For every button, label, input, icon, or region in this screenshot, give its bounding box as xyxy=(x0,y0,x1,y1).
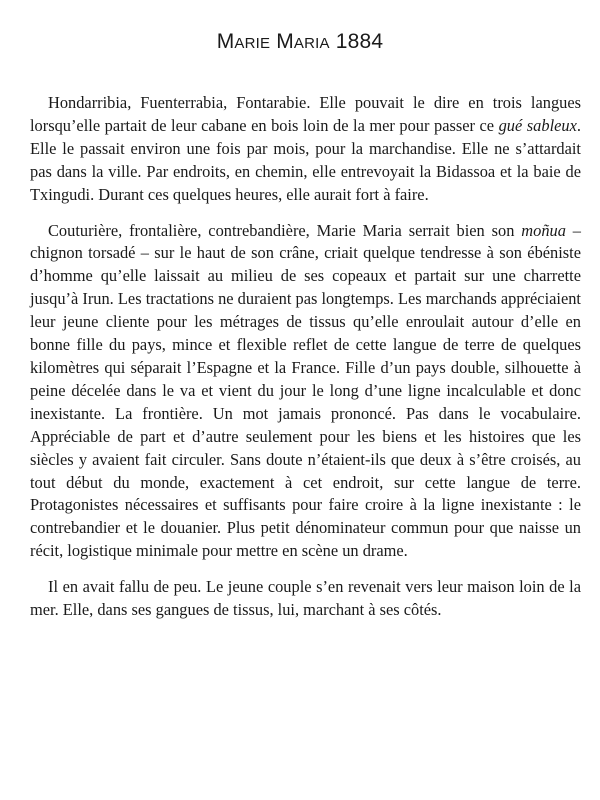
paragraph-1 xyxy=(30,92,581,207)
page-title: Marie Maria 1884 xyxy=(216,30,384,53)
paragraph-3 xyxy=(30,576,581,622)
text-run: . Elle le passait environ une fois par mois, pour la marchandise. Elle ne s’attardait pas dans la ville. Par endroits, en chemin, elle entrevoyait la Bidassoa et la baie de Txingudi. Durant ces quelques heures, elle aurait fort à faire. xyxy=(30,115,581,204)
paragraph-2 xyxy=(30,220,581,564)
italic-term: moñua xyxy=(521,220,566,240)
italic-term: gué sableux xyxy=(498,115,577,135)
text-run: – chignon torsadé – sur le haut de son crâne, criait quelque tendresse à son ébéniste d’homme qu’elle laissait au milieu de ses copeaux et partait sur une charrette jusqu’à Irun. Les tractations ne duraient pas longtemps. Les marchands appréciaient leur jeune cliente pour les métrages de tissus qu’elle enroulait autour d’elle en bonne fille du pays, mince et flexible reflet de cette langue de terre de quelques kilomètres qui séparait l’Espagne et la France. Fille d’un pays double, silhouette à peine décelée dans le va et vient du jour le long d’une ligne incalculable et donc inexistante. La frontière. Un mot jamais prononcé. Pas dans le vocabulaire. Appréciable de part et d’autre seulement pour les biens et les histoires que les siècles y avaient fait circuler. Sans doute n’étaient-ils que deux à s’être croisés, au tout début du monde, exactement à cet endroit, sur cette langue de terre. Protagonistes nécessaires et suffisants pour faire croire à la ligne inexistante : le contrebandier et le douanier. Plus petit dénominateur commun pour que naisse un récit, logistique minimale pour mettre en scène un drame. xyxy=(30,220,581,561)
text-run: Couturière, frontalière, contrebandière, Marie Maria serrait bien son xyxy=(48,220,522,240)
text-run: Il en avait fallu de peu. Le jeune couple s’en revenait vers leur maison loin de la mer. Elle, dans ses gangues de tissus, lui, marchant à ses côtés. xyxy=(30,577,581,620)
body-text xyxy=(30,92,581,622)
text-run: Hondarribia, Fuenterrabia, Fontarabie. Elle pouvait le dire en trois langues lorsqu’elle partait de leur cabane en bois loin de la mer pour passer ce xyxy=(30,93,581,135)
